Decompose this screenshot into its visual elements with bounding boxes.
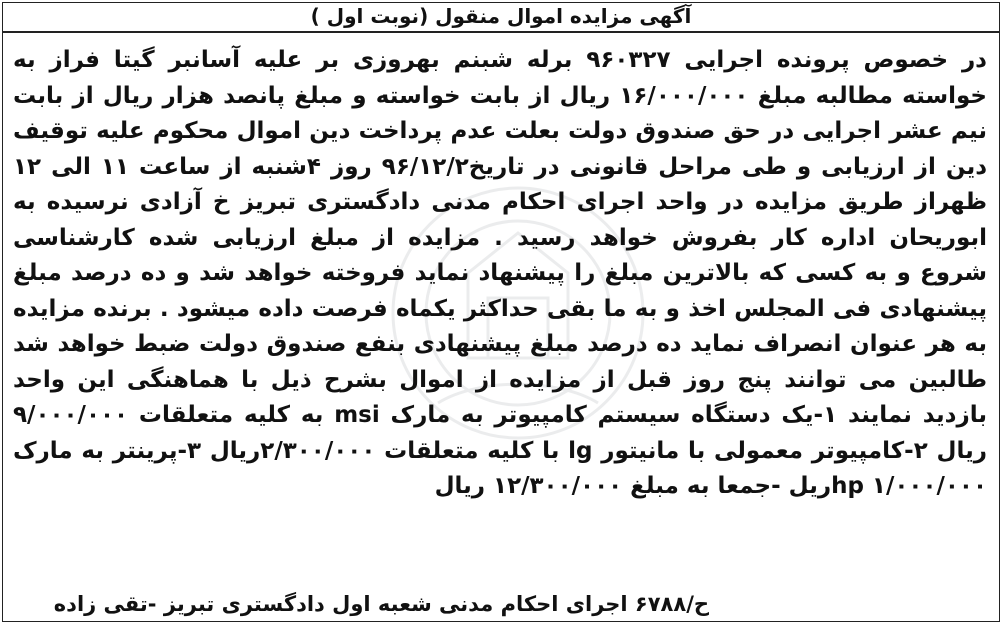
title-box bbox=[3, 3, 999, 33]
notice-body: در خصوص پرونده اجرایی ۹۶۰۳۲۷ برله شبنم بهروزی بر علیه آسانبر گیتا فراز به خواسته مطالبه مبلغ ۱۶/۰۰۰/۰۰۰ ریال از بابت خواسته و مبلغ پانصد هزار ریال از بابت نیم عشر اجرایی در حق صندوق دولت بعلت عدم پرداخت دین اموال محکوم علیه توقیف دین از ارزیابی و طی مراحل قانونی در تاریخ۹۶/۱۲/۲ روز ۴شنبه از ساعت ۱۱ الی ۱۲ ظهراز طریق مزایده در واحد اجرای احکام مدنی دادگستری تبریز خ آزادی نرسیده به ابوریحان اداره کار بفروش خواهد رسید . مزایده از مبلغ ارزیابی شده کارشناسی شروع و به کسی که بالاترین مبلغ را پیشنهاد نماید فروخته خواهد شد و ده درصد مبلغ پیشنهادی فی المجلس اخذ و به ما بقی حداکثر یکماه فرصت داده میشود . برنده مزایده به هر عنوان انصراف نماید ده درصد مبلغ پیشنهادی بنفع صندوق دولت ضبط خواهد شد طالبین می توانند پنج روز قبل از مزایده از اموال بشرح ذیل با هماهنگی این واحد بازدید نمایند ۱-یک دستگاه سیستم کامپیوتر به مارک msi به کلیه متعلقات ۹/۰۰۰/۰۰۰ ریال ۲-کامپیوتر معمولی با مانیتور lg با کلیه متعلقات ۲/۳۰۰/۰۰۰ریال ۳-پرینتر به مارک hp ۱/۰۰۰/۰۰۰ریل -جمعا به مبلغ ۱۲/۳۰۰/۰۰۰ ریال bbox=[13, 47, 988, 499]
notice-title: آگهی مزایده اموال منقول (نوبت اول ) bbox=[310, 4, 692, 28]
notice-frame bbox=[2, 2, 1000, 622]
notice-footer: ح/۶۷۸۸ اجرای احکام مدنی شعبه اول دادگستری تبریز -تقی زاده bbox=[53, 592, 709, 616]
